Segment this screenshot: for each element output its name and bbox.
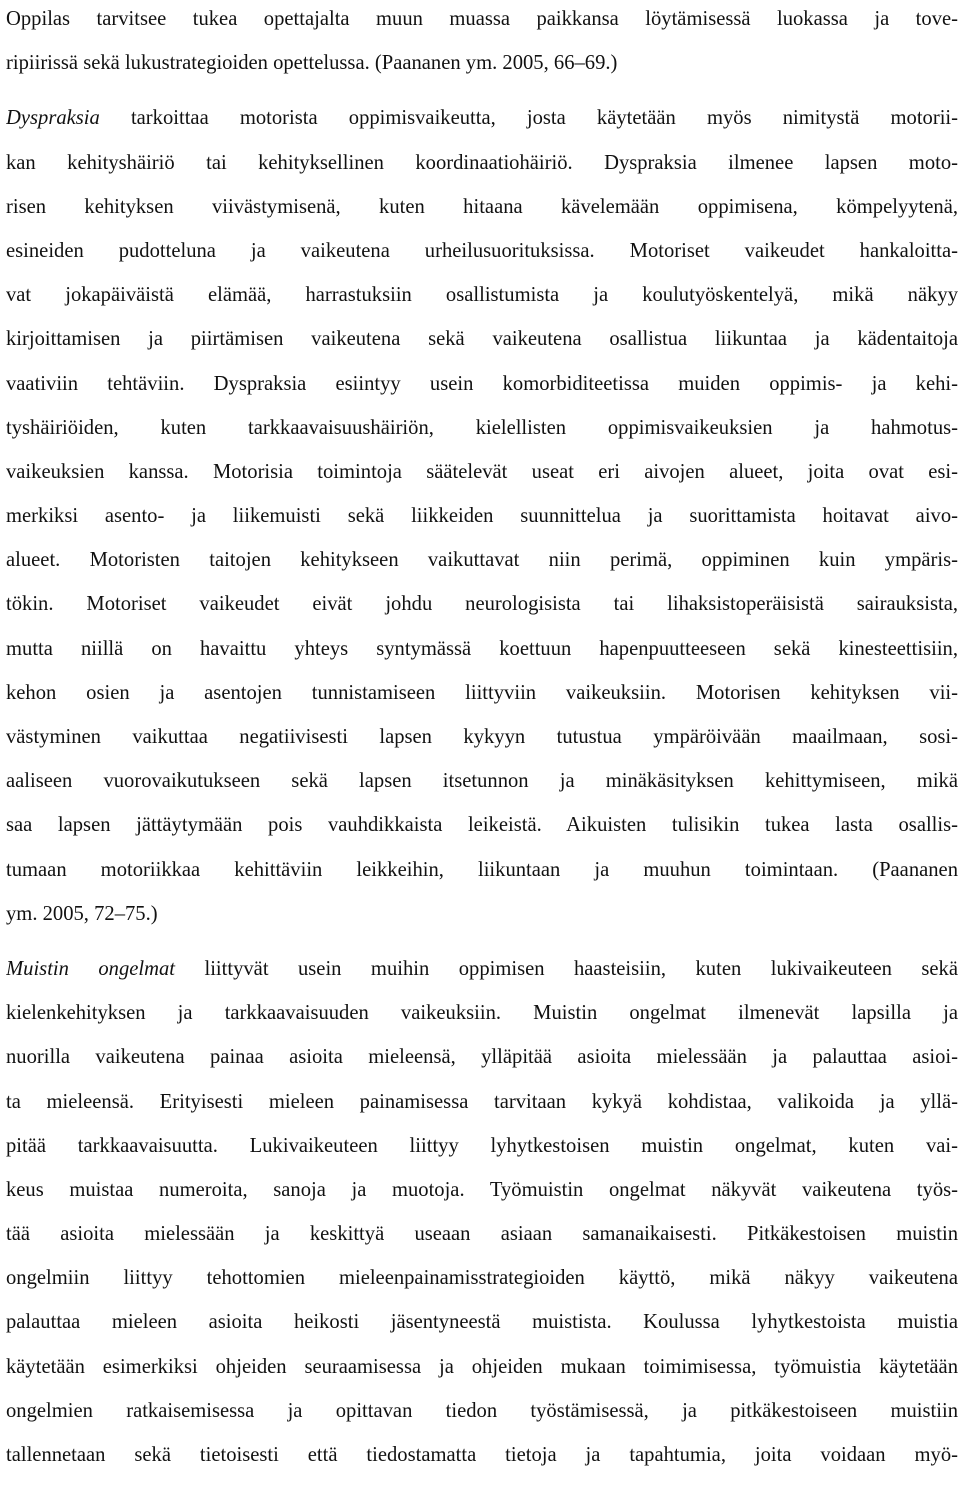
text-line: kehon osien ja asentojen tunnistamiseen liittyviin vaikeuksiin. Motorisen kehityksen vii- xyxy=(6,681,958,704)
paragraph-3 xyxy=(6,947,958,1477)
text-line: mutta niillä on havaittu yhteys syntymässä koettuun hapenpuutteeseen sekä kinesteettisiin, xyxy=(6,637,958,660)
text-line: keus muistaa numeroita, sanoja ja muotoja. Työmuistin ongelmat näkyvät vaikeutena työs- xyxy=(6,1178,958,1201)
text-line: tyshäiriöiden, kuten tarkkaavaisuushäiriön, kielellisten oppimisvaikeuksien ja hahmotus- xyxy=(6,416,958,439)
document-page xyxy=(6,0,958,1477)
text-line xyxy=(6,947,958,991)
text-line: ta mieleensä. Erityisesti mieleen painamisessa tarvitaan kykyä kohdistaa, valikoida ja yllä- xyxy=(6,1090,958,1113)
text-line: ongelmien ratkaisemisessa ja opittavan tiedon työstämisessä, ja pitkäkestoiseen muistiin xyxy=(6,1399,958,1422)
paragraph-1 xyxy=(6,0,958,85)
text-line: tökin. Motoriset vaikeudet eivät johdu neurologisista tai lihaksistoperäisistä sairauksista, xyxy=(6,593,958,616)
text-line: risen kehityksen viivästymisenä, kuten hitaana kävelemään oppimisena, kömpelyytenä, xyxy=(6,195,958,218)
text-line: ripiirissä sekä lukustrategioiden opettelussa. (Paananen ym. 2005, 66–69.) xyxy=(6,52,618,75)
term-dyspraksia: Dyspraksia xyxy=(6,107,100,130)
text-span: tarkoittaa motorista oppimisvaikeutta, josta käytetään myös nimitystä motorii- xyxy=(99,107,958,130)
paragraph-gap xyxy=(6,85,958,96)
text-line: tumaan motoriikkaa kehittäviin leikkeihin, liikuntaan ja muuhun toimintaan. (Paananen xyxy=(6,858,958,881)
text-line: ym. 2005, 72–75.) xyxy=(6,902,158,925)
text-line: kirjoittamisen ja piirtämisen vaikeutena sekä vaikeutena osallistua liikuntaa ja kädentaitoja xyxy=(6,328,958,351)
text-line: kan kehityshäiriö tai kehityksellinen koordinaatiohäiriö. Dyspraksia ilmenee lapsen moto- xyxy=(6,151,958,174)
text-line: nuorilla vaikeutena painaa asioita mieleensä, ylläpitää asioita mielessään ja palauttaa asioi- xyxy=(6,1046,958,1069)
text-line: tallennetaan sekä tietoisesti että tiedostamatta tietoja ja tapahtumia, joita voidaan myö- xyxy=(6,1444,958,1466)
text-line: kielenkehityksen ja tarkkaavaisuuden vaikeuksiin. Muistin ongelmat ilmenevät lapsilla ja xyxy=(6,1002,958,1025)
text-line: aaliseen vuorovaikutukseen sekä lapsen itsetunnon ja minäkäsityksen kehittymiseen, mikä xyxy=(6,770,958,793)
text-line xyxy=(6,96,958,140)
term-muistin-ongelmat: Muistin ongelmat xyxy=(6,957,176,980)
text-line: alueet. Motoristen taitojen kehitykseen vaikuttavat niin perimä, oppiminen kuin ympäris- xyxy=(6,549,958,572)
text-line: pitää tarkkaavaisuutta. Lukivaikeuteen liittyy lyhytkestoisen muistin ongelmat, kuten vai- xyxy=(6,1134,958,1157)
paragraph-gap xyxy=(6,936,958,947)
paragraph-2 xyxy=(6,96,958,936)
text-line: saa lapsen jättäytymään pois vauhdikkaista leikeistä. Aikuisten tulisikin tukea lasta osallis- xyxy=(6,814,958,837)
text-line: Oppilas tarvitsee tukea opettajalta muun muassa paikkansa löytämisessä luokassa ja tove- xyxy=(6,8,958,30)
text-line: ongelmiin liittyy tehottomien mieleenpainamisstrategioiden käyttö, mikä näkyy vaikeutena xyxy=(6,1267,958,1290)
text-line: tää asioita mielessään ja keskittyä useaan asiaan samanaikaisesti. Pitkäkestoisen muistin xyxy=(6,1223,958,1246)
text-line: esineiden pudotteluna ja vaikeutena urheilusuorituksissa. Motoriset vaikeudet hankaloitta- xyxy=(6,239,958,262)
text-line: merkiksi asento- ja liikemuisti sekä liikkeiden suunnittelua ja suorittamista hoitavat aivo- xyxy=(6,505,958,528)
text-line: västyminen vaikuttaa negatiivisesti lapsen kykyyn tutustua ympäröivään maailmaan, sosi- xyxy=(6,726,958,748)
text-line: käytetään esimerkiksi ohjeiden seuraamisessa ja ohjeiden mukaan toimimisessa, työmuistia käytetään xyxy=(6,1355,958,1378)
text-line: vaikeuksien kanssa. Motorisia toimintoja säätelevät useat eri aivojen alueet, joita ovat esi- xyxy=(6,460,958,483)
text-span: liittyvät usein muihin oppimisen haasteisiin, kuten lukivaikeuteen sekä xyxy=(175,957,958,980)
text-line: vat jokapäiväistä elämää, harrastuksiin osallistumista ja koulutyöskentelyä, mikä näkyy xyxy=(6,284,958,307)
text-line: vaativiin tehtäviin. Dyspraksia esiintyy usein komorbiditeetissa muiden oppimis- ja kehi- xyxy=(6,372,958,395)
text-line: palauttaa mieleen asioita heikosti jäsentyneestä muistista. Koulussa lyhytkestoista muistia xyxy=(6,1311,958,1334)
